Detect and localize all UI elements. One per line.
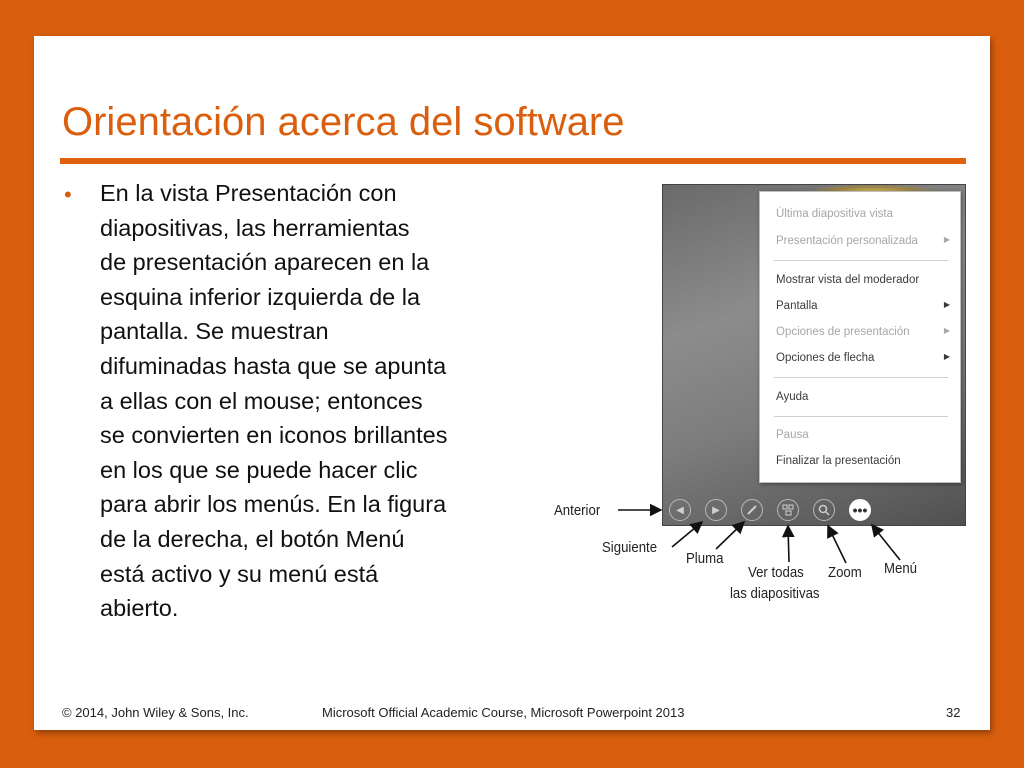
- bullet-line: difuminadas hasta que se apunta: [100, 352, 447, 379]
- bullet-line: en los que se puede hacer clic: [100, 456, 418, 483]
- menu-separator: [774, 377, 948, 378]
- callout-zoom: Zoom: [828, 564, 862, 581]
- callout-anterior: Anterior: [554, 502, 601, 519]
- callout-menu: Menú: [884, 560, 918, 577]
- bullet-line: esquina inferior izquierda de la: [100, 283, 421, 310]
- magnifier-glyph: [818, 504, 830, 516]
- bullet-marker: •: [64, 182, 72, 207]
- slide-title: Orientación acerca del software: [62, 100, 625, 144]
- menu-item-custom-show[interactable]: Presentación personalizada ▶: [776, 235, 950, 247]
- slide: [34, 36, 990, 730]
- callout-ver-todas: Ver todas: [748, 564, 804, 581]
- bullet-line: diapositivas, las herramientas: [100, 214, 410, 241]
- arrow-ver-todas: [788, 526, 789, 562]
- menu-item-pause[interactable]: Pausa: [776, 429, 809, 441]
- bullet-line: está activo y su menú está: [100, 560, 379, 587]
- zoom-icon[interactable]: [813, 499, 835, 521]
- submenu-arrow-icon: ▶: [943, 235, 950, 244]
- footer-course: Microsoft Official Academic Course, Microsoft Powerpoint 2013: [322, 705, 685, 720]
- menu-item-presenter-view[interactable]: Mostrar vista del moderador: [776, 274, 920, 286]
- previous-icon[interactable]: ◀: [669, 499, 691, 521]
- bullet-line: pantalla. Se muestran: [100, 318, 329, 345]
- grid-glyph: [782, 504, 794, 516]
- callout-las-diapositivas: las diapositivas: [730, 585, 820, 602]
- bullet-line: abierto.: [100, 595, 179, 622]
- menu-item-help[interactable]: Ayuda: [776, 391, 809, 403]
- menu-item-screen[interactable]: Pantalla ▶: [776, 300, 950, 312]
- arrow-zoom: [828, 526, 846, 563]
- title-divider: [60, 158, 966, 164]
- next-icon[interactable]: ▶: [705, 499, 727, 521]
- bullet-line: de presentación aparecen en la: [100, 249, 430, 276]
- submenu-arrow-icon: ▶: [943, 326, 950, 335]
- slideshow-screenshot: [662, 184, 966, 526]
- bullet-line: a ellas con el mouse; entonces: [100, 387, 423, 414]
- menu-item-arrow-options[interactable]: Opciones de flecha ▶: [776, 352, 950, 364]
- page-number: 32: [946, 705, 961, 720]
- pen-icon[interactable]: [741, 499, 763, 521]
- pen-glyph: [746, 504, 758, 516]
- bullet-text: [100, 176, 530, 626]
- submenu-arrow-icon: ▶: [943, 300, 950, 309]
- bullet-line: para abrir los menús. En la figura: [100, 491, 447, 518]
- arrow-menu: [872, 525, 900, 560]
- menu-separator: [774, 416, 948, 417]
- bullet-line: En la vista Presentación con: [100, 180, 397, 206]
- menu-separator: [774, 260, 948, 261]
- callout-siguiente: Siguiente: [602, 539, 658, 556]
- bullet-line: de la derecha, el botón Menú: [100, 525, 405, 552]
- arrow-pluma: [716, 522, 744, 549]
- callout-pluma: Pluma: [686, 550, 724, 567]
- menu-item-presentation-options[interactable]: Opciones de presentación ▶: [776, 326, 950, 338]
- see-all-slides-icon[interactable]: [777, 499, 799, 521]
- more-options-icon[interactable]: •••: [849, 499, 871, 521]
- submenu-arrow-icon: ▶: [943, 352, 950, 361]
- slideshow-menu: [759, 191, 961, 483]
- menu-item-last-viewed[interactable]: Última diapositiva vista: [776, 208, 893, 220]
- bullet-line: se convierten en iconos brillantes: [100, 422, 448, 449]
- footer-copyright: © 2014, John Wiley & Sons, Inc.: [62, 705, 249, 720]
- menu-item-end-show[interactable]: Finalizar la presentación: [776, 455, 901, 467]
